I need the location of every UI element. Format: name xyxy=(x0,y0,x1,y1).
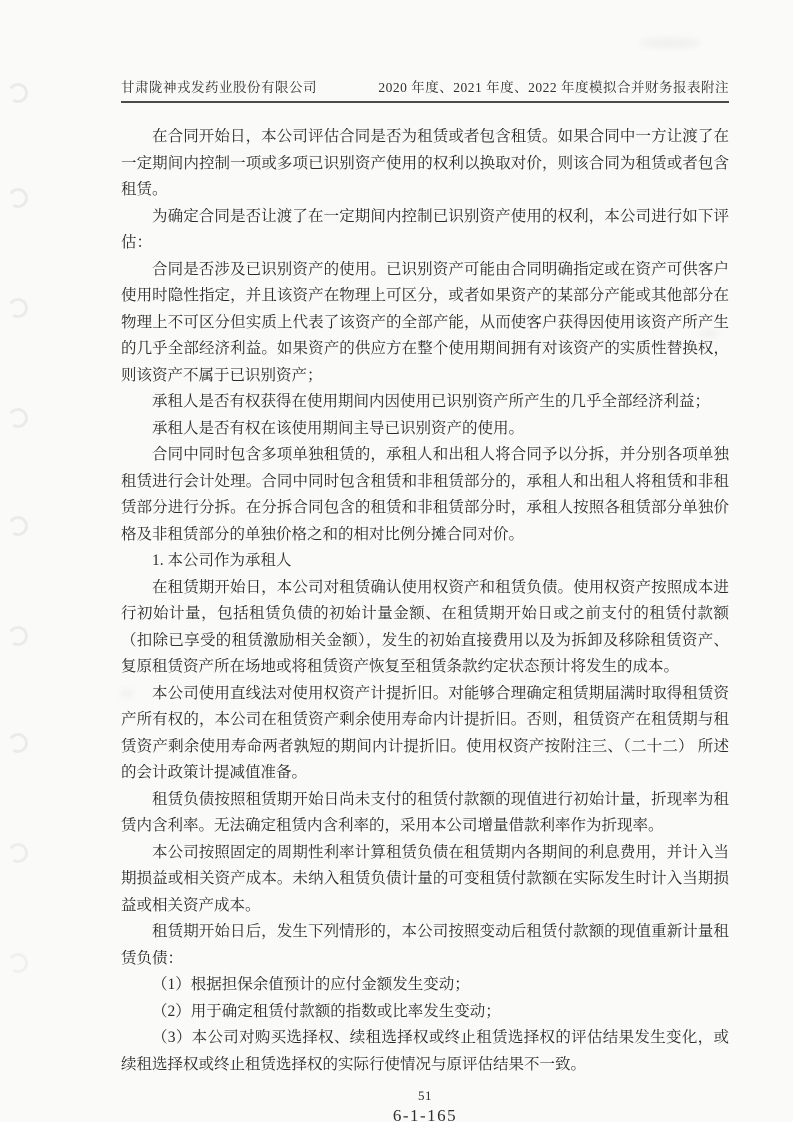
header-company-name: 甘肃陇神戎发药业股份有限公司 xyxy=(121,80,317,95)
ring-binder-artifact xyxy=(6,624,30,648)
scan-smudge xyxy=(120,690,134,697)
paragraph: 租赁期开始日后，发生下列情形的，本公司按照变动后租赁付款额的现值重新计量租赁负债： xyxy=(121,923,729,967)
paragraph: 在租赁期开始日，本公司对租赁确认使用权资产和租赁负债。使用权资产按照成本进行初始计量，包括租赁负债的初始计量金额、在租赁期开始日或之前支付的租赁付款额（扣除已享受的租赁激励相关金额），发生的初始直接费用以及为拆卸及移除租赁资产、复原租赁资产所在场地或将租赁资产恢复至租赁条款约定状态预计将发生的成本。 xyxy=(121,578,729,675)
header-doc-title: 2020 年度、2021 年度、2022 年度模拟合并财务报表附注 xyxy=(378,80,729,95)
paragraph: 承租人是否有权在该使用期间主导已识别资产的使用。 xyxy=(152,419,525,437)
ring-binder-artifact xyxy=(6,731,30,755)
ring-binder-artifact xyxy=(6,514,30,538)
ring-binder-artifact xyxy=(6,951,30,975)
doc-number: 6-1-165 xyxy=(392,1106,458,1122)
ring-binder-artifact xyxy=(6,406,30,430)
paragraph: 承租人是否有权获得在使用期间内因使用已识别资产所产生的几乎全部经济利益； xyxy=(152,393,711,410)
paragraph: 本公司使用直线法对使用权资产计提折旧。对能够合理确定租赁期届满时取得租赁资产所有权的，本公司在租赁资产剩余使用寿命内计提折旧。否则，租赁资产在租赁期与租赁资产剩余使用寿命两者孰短的期间内计提折旧。使用权资产按附注三、（二十二） 所述的会计政策计提减值准备。 xyxy=(121,684,729,781)
paragraph: 本公司按照固定的周期性利率计算租赁负债在租赁期内各期间的利息费用，并计入当期损益或相关资产成本。未纳入租赁负债计量的可变租赁付款额在实际发生时计入当期损益或相关资产成本。 xyxy=(121,843,729,914)
paragraph: （1）根据担保余值预计的应付金额发生变动； xyxy=(152,976,470,993)
paragraph: （3）本公司对购买选择权、续租选择权或终止租赁选择权的评估结果发生变化，或续租选择权或终止租赁选择权的实际行使情况与原评估结果不一致。 xyxy=(121,1029,729,1073)
paragraph: 合同是否涉及已识别资产的使用。已识别资产可能由合同明确指定或在资产可供客户使用时隐性指定，并且该资产在物理上可区分，或者如果资产的某部分产能或其他部分在物理上不可区分但实质上代表了该资产的全部产能，从而使客户获得因使用该资产所产生的几乎全部经济利益。如果资产的供应方在整个使用期间拥有对该资产的实质性替换权，则该资产不属于已识别资产； xyxy=(121,260,729,384)
scan-smudge xyxy=(640,38,700,48)
paragraph: （2）用于确定租赁付款额的指数或比率发生变动； xyxy=(152,1002,501,1020)
paragraph: 租赁负债按照租赁期开始日尚未支付的租赁付款额的现值进行初始计量，折现率为租赁内含利率。无法确定租赁内含利率的，采用本公司增量借款利率作为折现率。 xyxy=(121,790,729,834)
page-header xyxy=(121,76,729,103)
page-number: 51 xyxy=(418,1088,432,1103)
ring-binder-artifact xyxy=(6,841,30,865)
ring-binder-artifact xyxy=(6,296,30,320)
document-body xyxy=(121,124,729,1078)
paragraphs-container xyxy=(121,124,729,1078)
paragraph: 1. 本公司作为承租人 xyxy=(152,552,292,569)
paragraph: 在合同开始日，本公司评估合同是否为租赁或者包含租赁。如果合同中一方让渡了在一定期间内控制一项或多项已识别资产使用的权利以换取对价，则该合同为租赁或者包含租赁。 xyxy=(121,128,729,198)
paragraph: 为确定合同是否让渡了在一定期间内控制已识别资产使用的权利，本公司进行如下评估： xyxy=(121,207,729,251)
ring-binder-artifact xyxy=(6,81,30,105)
ring-binder-artifact xyxy=(6,186,30,210)
page-footer xyxy=(121,1088,729,1122)
paragraph: 合同中同时包含多项单独租赁的，承租人和出租人将合同予以分拆，并分别各项单独租赁进行会计处理。合同中同时包含租赁和非租赁部分的，承租人和出租人将租赁和非租赁部分进行分拆。在分拆合同包含的租赁和非租赁部分时，承租人按照各租赁部分单独价格及非租赁部分的单独价格之和的相对比例分摊合同对价。 xyxy=(121,446,729,543)
scan-smudge xyxy=(700,330,718,338)
